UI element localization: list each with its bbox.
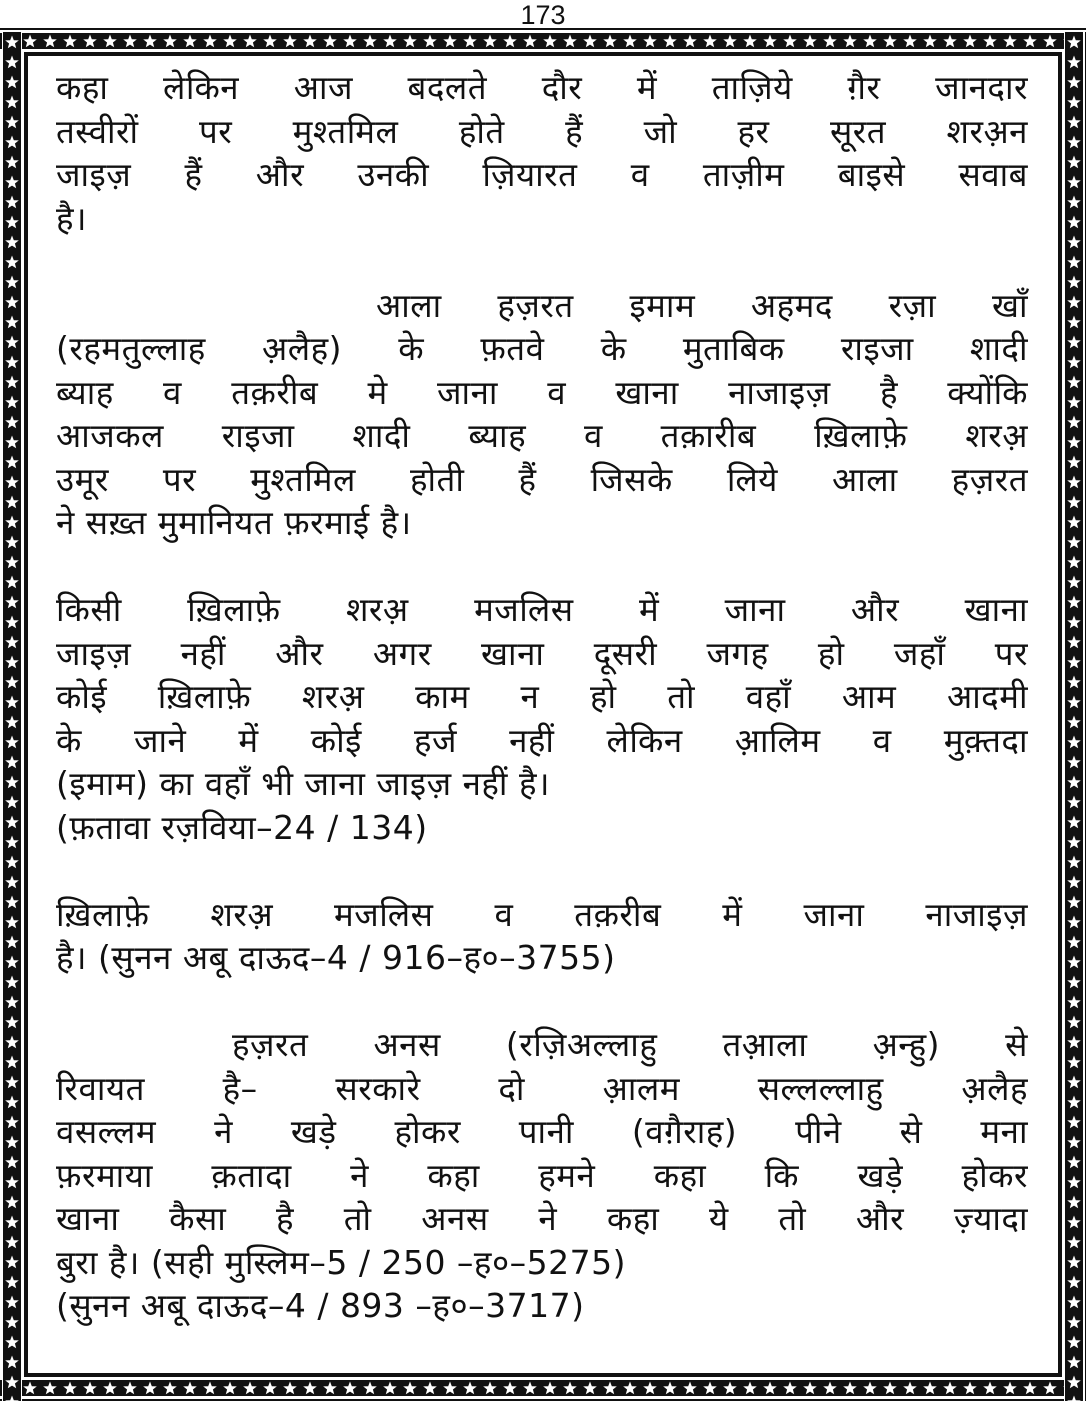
text-line: कहा लेकिन आज बदलते दौर में ताज़िये ग़ैर जानदार: [56, 68, 1028, 107]
text-line: तस्वीरों पर मुश्तमिल होते हैं जो हर सूरत शरअ़न: [56, 111, 1028, 151]
page-body: [56, 66, 1028, 1328]
text-line: ख़िलाफ़े शरअ़ मजलिस व तक़रीब में जाना नाजाइज़: [56, 894, 1028, 934]
text-line: ब्याह व तक़रीब मे जाना व खाना नाजाइज़ है क्योंकि: [56, 372, 1028, 412]
citation: बुरा है। (सही मुस्लिम–5 / 250 –ह०–5275): [56, 1242, 626, 1282]
star-border-left: [2, 32, 22, 1401]
star-border-right: [1064, 32, 1086, 1401]
star-pattern-icon: [0, 1379, 1086, 1397]
paragraph-1: [56, 66, 1028, 240]
text-line: जाइज़ हैं और उनकी ज़ियारत व ताज़ीम बाइसे सवाब: [56, 155, 1028, 194]
text-line: (इमाम) का वहाँ भी जाना जाइज़ नहीं है।: [56, 764, 550, 803]
citation: है। (सुनन अबू दाऊद–4 / 916–ह०–3755): [56, 938, 616, 977]
text-line: आजकल राइजा शादी ब्याह व तक़ारीब ख़िलाफ़े शरअ़: [56, 416, 1028, 455]
text-line: कोई ख़िलाफ़े शरअ़ काम न हो तो वहाँ आम आदमी: [56, 677, 1028, 716]
paragraph-2: [56, 284, 1028, 545]
paragraph-gap: [56, 545, 1028, 589]
star-border-top: [0, 32, 1086, 50]
paragraph-3: [56, 588, 1028, 849]
text-line: है।: [56, 198, 88, 238]
text-line: के जाने में कोई हर्ज नहीं लेकिन आ़लिम व मुक़्तदा: [56, 720, 1028, 760]
text-line: उमूर पर मुश्तमिल होती हैं जिसके लिये आला हज़रत: [56, 459, 1028, 499]
text-line: वसल्लम ने खड़े होकर पानी (वग़ैराह) पीने से मना: [56, 1112, 1028, 1151]
text-line: ने सख़्त मुमानियत फ़रमाई है।: [56, 503, 412, 542]
text-line: जाइज़ नहीं और अगर खाना दूसरी जगह हो जहाँ पर: [56, 633, 1028, 673]
star-pattern-icon: [0, 32, 1086, 50]
star-pattern-icon: [2, 32, 22, 1401]
text-line: हज़रत अनस (रज़िअल्लाहु तआ़ला अ़न्हु) से: [232, 1025, 1028, 1064]
page-number: 173: [520, 0, 566, 30]
paragraph-5: [56, 1023, 1028, 1328]
text-line: खाना कैसा है तो अनस ने कहा ये तो और ज़्यादा: [56, 1199, 1028, 1238]
star-border-bottom: [0, 1379, 1086, 1397]
text-line: (रहमतुल्लाह अ़लैह) के फ़तवे के मुताबिक राइजा शादी: [56, 329, 1028, 368]
text-line: किसी ख़िलाफ़े शरअ़ मजलिस में जाना और खाना: [56, 590, 1028, 629]
text-line: रिवायत है– सरकारे दो आ़लम सल्लल्लाहु अ़लैह: [56, 1068, 1028, 1108]
citation: (सुनन अबू दाऊद–4 / 893 –ह०–3717): [56, 1286, 585, 1325]
star-pattern-icon: [1064, 32, 1086, 1401]
text-line: आला हज़रत इमाम अहमद रज़ा खाँ: [376, 285, 1028, 325]
citation: (फ़तावा रज़विया–24 / 134): [56, 807, 428, 847]
paragraph-4: [56, 893, 1028, 980]
paragraph-gap: [56, 849, 1028, 893]
paragraph-gap: [56, 980, 1028, 1024]
text-line: फ़रमाया क़तादा ने कहा हमने कहा कि खड़े होकर: [56, 1155, 1028, 1195]
paragraph-gap: [56, 240, 1028, 284]
